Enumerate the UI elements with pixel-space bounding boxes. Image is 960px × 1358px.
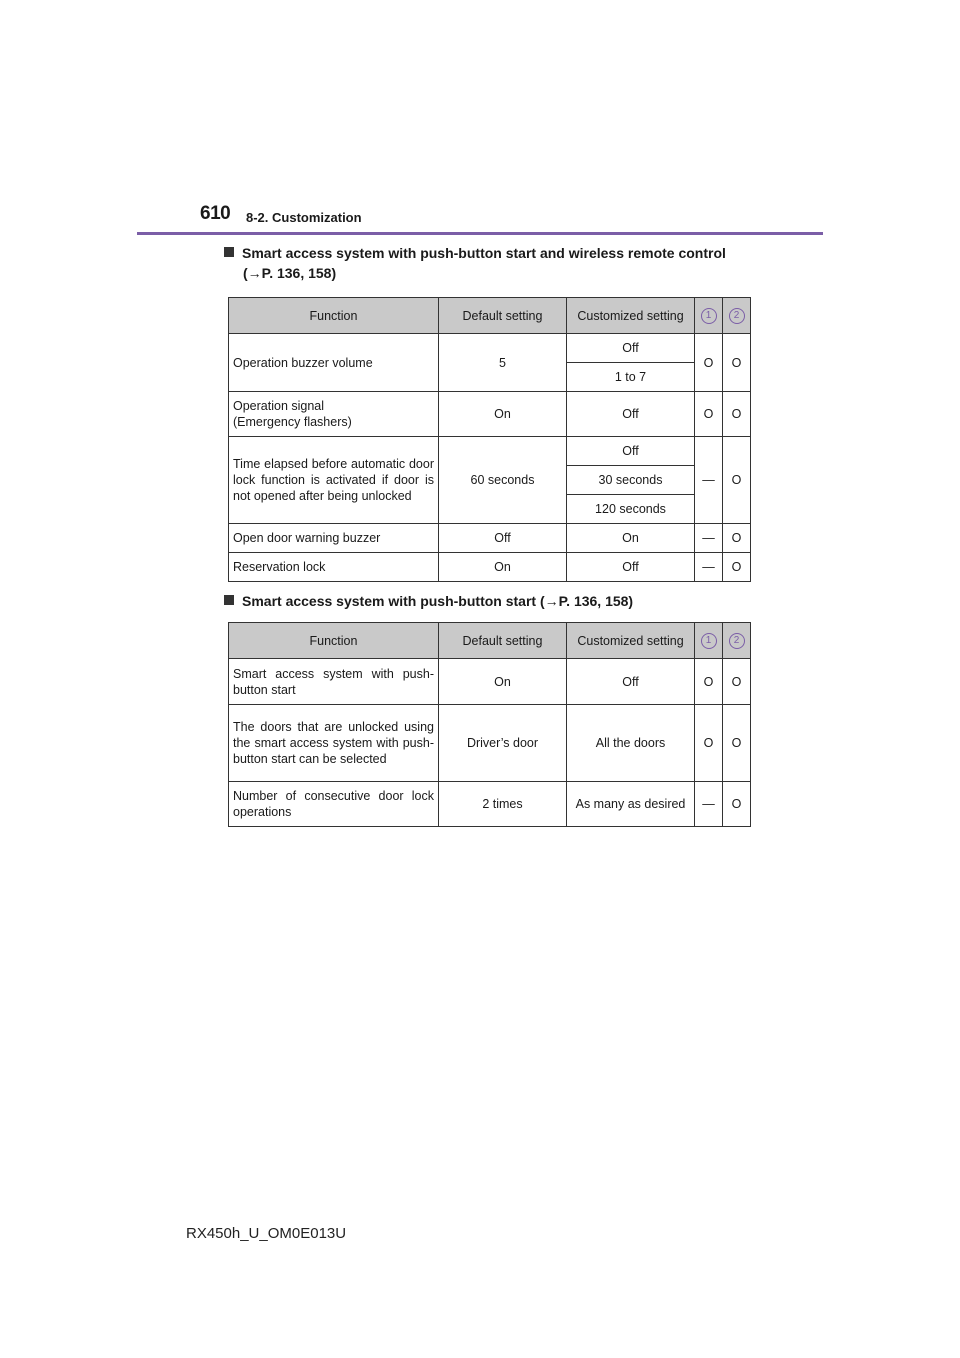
- custom-cell: 30 seconds: [567, 466, 695, 495]
- col2-cell: O: [723, 334, 751, 392]
- default-cell: 5: [439, 334, 567, 392]
- col2-cell: O: [723, 782, 751, 827]
- function-cell: [229, 392, 439, 437]
- default-cell: On: [439, 659, 567, 705]
- custom-cell: Off: [567, 334, 695, 363]
- function-header: Function: [229, 298, 439, 334]
- col2-cell: O: [723, 392, 751, 437]
- col2-cell: O: [723, 553, 751, 582]
- custom-cell: All the doors: [567, 705, 695, 782]
- circled-2-icon: 2: [729, 308, 745, 324]
- section1-heading: [224, 243, 764, 283]
- col1-cell: O: [695, 392, 723, 437]
- custom-cell: On: [567, 524, 695, 553]
- col2-cell: O: [723, 659, 751, 705]
- circled-1-icon: 1: [701, 633, 717, 649]
- function-cell: Time elapsed before automatic door lock function is activated if door is not opened after being unlocked: [229, 437, 439, 524]
- col1-header: [695, 298, 723, 334]
- col1-cell: —: [695, 524, 723, 553]
- function-cell: Smart access system with push-button start: [229, 659, 439, 705]
- table-row: [229, 392, 751, 437]
- col2-cell: O: [723, 705, 751, 782]
- square-bullet-icon: [224, 247, 234, 257]
- custom-cell: 1 to 7: [567, 363, 695, 392]
- table-row: [229, 553, 751, 582]
- default-cell: On: [439, 553, 567, 582]
- function-cell: Reservation lock: [229, 553, 439, 582]
- col1-cell: O: [695, 659, 723, 705]
- section2-title: Smart access system with push-button start (→P. 136, 158): [242, 593, 634, 609]
- col1-cell: O: [695, 705, 723, 782]
- custom-cell: As many as desired: [567, 782, 695, 827]
- section1-title-line2: (→P. 136, 158): [243, 265, 337, 281]
- square-bullet-icon: [224, 595, 234, 605]
- function-line: Operation signal: [233, 399, 325, 413]
- table-row: [229, 334, 751, 363]
- settings-table-2: [228, 622, 751, 827]
- function-line: (Emergency flashers): [233, 415, 352, 429]
- custom-cell: Off: [567, 437, 695, 466]
- document-code: RX450h_U_OM0E013U: [186, 1225, 347, 1242]
- custom-cell: Off: [567, 659, 695, 705]
- default-cell: On: [439, 392, 567, 437]
- default-cell: Driver’s door: [439, 705, 567, 782]
- default-cell: 60 seconds: [439, 437, 567, 524]
- header-rule: [137, 232, 823, 235]
- function-cell: Number of consecutive door lock operations: [229, 782, 439, 827]
- function-header: Function: [229, 623, 439, 659]
- default-header: Default setting: [439, 623, 567, 659]
- table-header-row: [229, 623, 751, 659]
- col2-header: [723, 298, 751, 334]
- table-row: [229, 659, 751, 705]
- settings-table-1: [228, 297, 751, 582]
- customized-header: Customized setting: [567, 623, 695, 659]
- col1-header: [695, 623, 723, 659]
- default-cell: Off: [439, 524, 567, 553]
- custom-cell: Off: [567, 553, 695, 582]
- circled-2-icon: 2: [729, 633, 745, 649]
- circled-1-icon: 1: [701, 308, 717, 324]
- customized-header: Customized setting: [567, 298, 695, 334]
- function-cell: Open door warning buzzer: [229, 524, 439, 553]
- table-row: [229, 705, 751, 782]
- function-cell: The doors that are unlocked using the smart access system with push-button start can be selected: [229, 705, 439, 782]
- section2-heading: [224, 591, 764, 611]
- table-row: [229, 524, 751, 553]
- col1-cell: —: [695, 437, 723, 524]
- col1-cell: O: [695, 334, 723, 392]
- col1-cell: —: [695, 782, 723, 827]
- col2-header: [723, 623, 751, 659]
- default-header: Default setting: [439, 298, 567, 334]
- col1-cell: —: [695, 553, 723, 582]
- custom-cell: 120 seconds: [567, 495, 695, 524]
- page-number: 610: [200, 203, 231, 224]
- section1-title-line1: Smart access system with push-button start and wireless remote control: [242, 245, 726, 261]
- custom-cell: Off: [567, 392, 695, 437]
- col2-cell: O: [723, 437, 751, 524]
- table-row: [229, 437, 751, 466]
- section-title: 8-2. Customization: [246, 210, 362, 225]
- function-cell: Operation buzzer volume: [229, 334, 439, 392]
- table-row: [229, 782, 751, 827]
- table-header-row: [229, 298, 751, 334]
- default-cell: 2 times: [439, 782, 567, 827]
- col2-cell: O: [723, 524, 751, 553]
